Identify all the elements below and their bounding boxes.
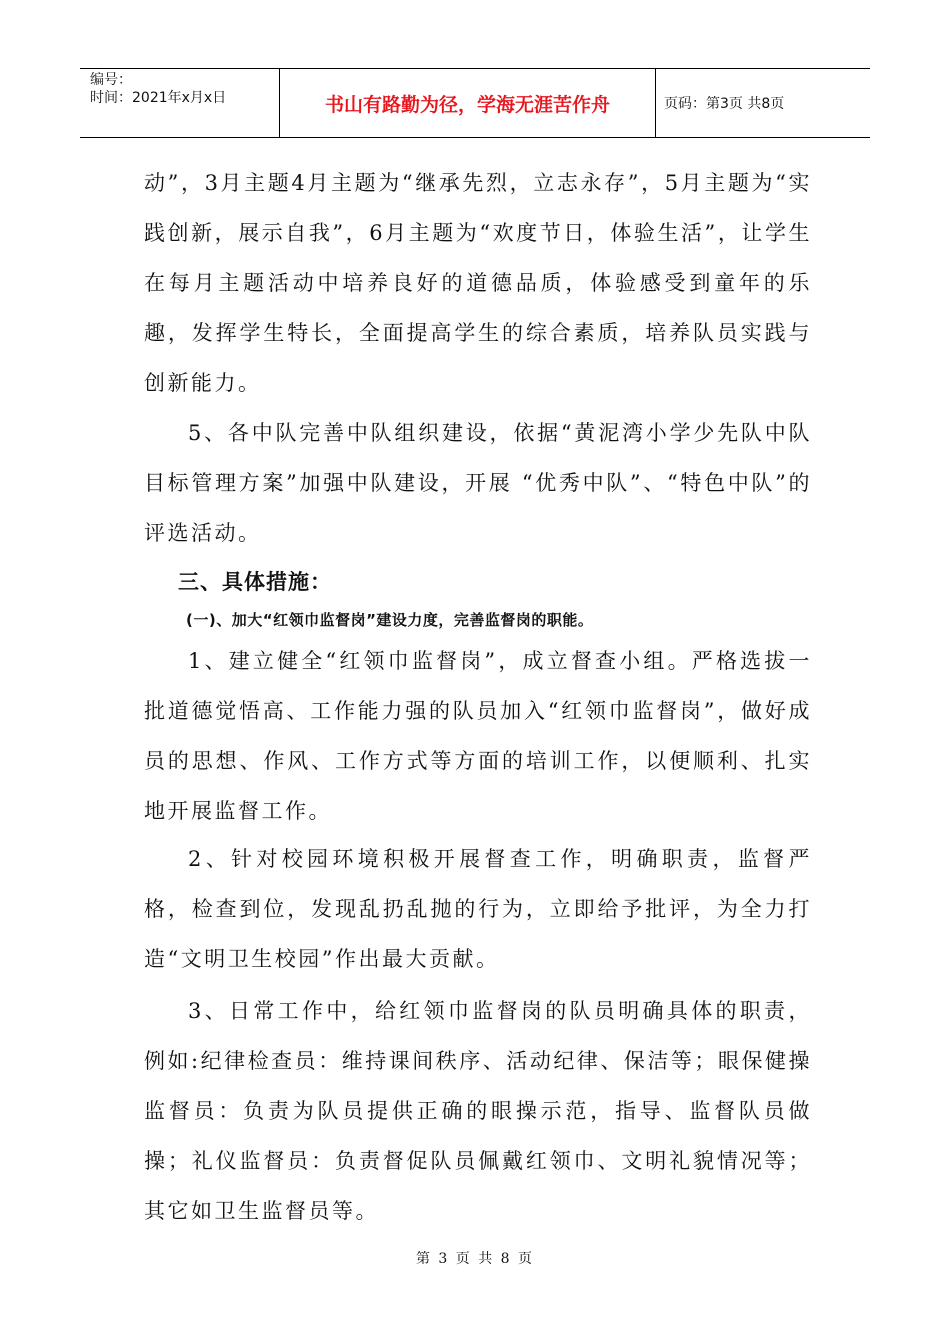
page-footer: 第 3 页 共 8 页 (415, 1251, 535, 1267)
subsection-heading: (一)、加大“红领巾监督岗”建设力度，完善监督岗的职能。 (186, 611, 594, 629)
header-motto: 书山有路勤为径，学海无涯苦作舟 (280, 69, 656, 137)
header-meta (80, 69, 280, 137)
paragraph-themes (144, 158, 812, 408)
paragraph-monitor-post (144, 636, 812, 836)
page-header (80, 68, 870, 138)
paragraph-campus-inspection (144, 834, 812, 984)
document-date: 时间：2021年x月x日 (90, 90, 227, 106)
body-paragraph: 3、日常工作中，给红领巾监督岗的队员明确具体的职责，例如:纪律检查员：维持课间秩序、活动纪律、保洁等；眼保健操监督员：负责为队员提供正确的眼操示范，指导、监督队员做操；礼仪监督员：负责督促队员佩戴红领巾、文明礼貌情况等；其它如卫生监督员等。 (144, 999, 812, 1223)
body-paragraph: 1、建立健全“红领巾监督岗”，成立督查小组。严格选拔一批道德觉悟高、工作能力强的队员加入“红领巾监督岗”，做好成员的思想、作风、工作方式等方面的培训工作，以便顺利、扎实地开展监督工作。 (144, 649, 812, 823)
body-paragraph: 动”，3月主题4月主题为“继承先烈，立志永存”，5月主题为“实践创新，展示自我”，6月主题为“欢度节日，体验生活”，让学生在每月主题活动中培养良好的道德品质，体验感受到童年的乐趣，发挥学生特长，全面提高学生的综合素质，培养队员实践与创新能力。 (144, 171, 812, 395)
body-paragraph: 5、各中队完善中队组织建设，依据“黄泥湾小学少先队中队目标管理方案”加强中队建设，开展 “优秀中队”、“特色中队”的评选活动。 (144, 421, 812, 545)
paragraph-duties (144, 986, 812, 1236)
paragraph-squad-building (144, 408, 812, 558)
body-paragraph: 2、针对校园环境积极开展督查工作，明确职责，监督严格，检查到位，发现乱扔乱抛的行为，立即给予批评，为全力打造“文明卫生校园”作出最大贡献。 (144, 847, 812, 971)
header-page-code: 页码：第3页 共8页 (664, 96, 785, 112)
section-heading: 三、具体措施： (178, 570, 332, 594)
document-number-label: 编号： (90, 72, 132, 88)
